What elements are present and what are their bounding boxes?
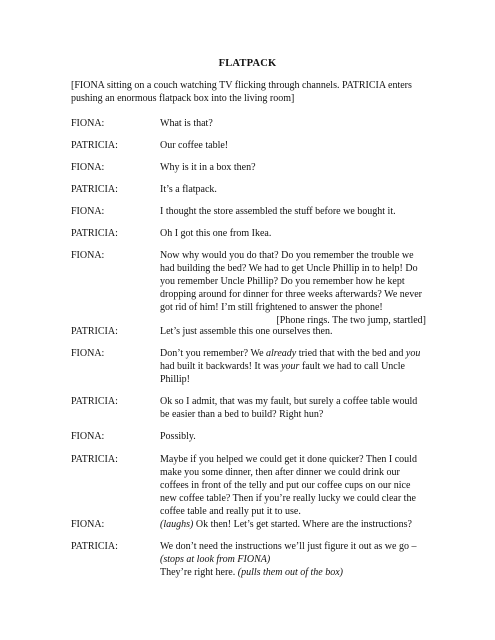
dialogue-body: Now why would you do that? Do you remember the trouble we had building the bed? We had to get Uncle Phillip in to help! Do you remember Uncle Phillip? Do you remember how he kept dropping around for dinner for three weeks afterwards? We never got rid of him! I’m still frightened to answer the phone! bbox=[160, 250, 422, 313]
speaker-name: PATRICIA: bbox=[71, 396, 118, 407]
emphasis: you bbox=[405, 348, 421, 359]
speaker-name: FIONA: bbox=[71, 519, 105, 530]
dialogue-text bbox=[160, 540, 426, 579]
text-segment: We don’t need the instructions we’ll just figure it out as we go – bbox=[160, 541, 417, 552]
dialogue-text: Why is it in a box then? bbox=[160, 162, 256, 173]
text-segment: tried that with the bed and bbox=[296, 348, 406, 359]
speaker-name: FIONA: bbox=[71, 250, 105, 261]
stage-direction: [Phone rings. The two jump, startled] bbox=[276, 315, 426, 326]
speaker-name: FIONA: bbox=[71, 162, 105, 173]
dialogue-text: Oh I got this one from Ikea. bbox=[160, 228, 272, 239]
speaker-name: PATRICIA: bbox=[71, 454, 118, 465]
dialogue-text: Maybe if you helped we could get it done quicker? Then I could make you some dinner, then after dinner we could drink our coffees in front of the telly and put our coffee cups on our nice new coffee table? Then if you’re really lucky we could clear the coffee table and really put it to use. bbox=[160, 454, 417, 517]
dialogue-text: I thought the store assembled the stuff before we bought it. bbox=[160, 206, 396, 217]
speaker-name: PATRICIA: bbox=[71, 541, 118, 552]
text-segment: Ok then! Let’s get started. Where are the instructions? bbox=[193, 519, 412, 530]
stage-direction: (stops at look from FIONA) bbox=[160, 554, 271, 565]
speaker-name: PATRICIA: bbox=[71, 326, 118, 337]
dialogue-text bbox=[160, 347, 426, 386]
dialogue-text: What is that? bbox=[160, 118, 213, 129]
stage-direction: (pulls them out of the box) bbox=[237, 567, 344, 578]
dialogue-text bbox=[160, 518, 426, 531]
text-segment: Don’t you remember? We bbox=[160, 348, 267, 359]
speaker-name: PATRICIA: bbox=[71, 228, 118, 239]
speaker-name: FIONA: bbox=[71, 206, 105, 217]
text-segment: They’re right here. bbox=[160, 567, 238, 578]
emphasis: already bbox=[266, 348, 297, 359]
dialogue-text: Possibly. bbox=[160, 431, 196, 442]
speaker-name: FIONA: bbox=[71, 118, 105, 129]
speaker-name: PATRICIA: bbox=[71, 184, 118, 195]
emphasis: your bbox=[281, 361, 300, 372]
page-title: FLATPACK bbox=[218, 58, 277, 69]
dialogue-text: Ok so I admit, that was my fault, but surely a coffee table would be easier than a bed to build? Right hun? bbox=[160, 396, 418, 420]
dialogue-text: It’s a flatpack. bbox=[160, 184, 217, 195]
speaker-name: FIONA: bbox=[71, 431, 105, 442]
dialogue-text: Let’s just assemble this one ourselves then. bbox=[160, 326, 333, 337]
stage-direction: (laughs) bbox=[160, 519, 194, 530]
dialogue-text bbox=[160, 249, 426, 327]
text-segment: had built it backwards! It was bbox=[160, 361, 282, 372]
text-segment: fault we had to call Uncle Phillip! bbox=[160, 361, 405, 385]
speaker-name: FIONA: bbox=[71, 348, 105, 359]
opening-stage-direction: [FIONA sitting on a couch watching TV flicking through channels. PATRICIA enters pushing an enormous flatpack box into the living room] bbox=[71, 80, 412, 104]
speaker-name: PATRICIA: bbox=[71, 140, 118, 151]
dialogue-text: Our coffee table! bbox=[160, 140, 229, 151]
